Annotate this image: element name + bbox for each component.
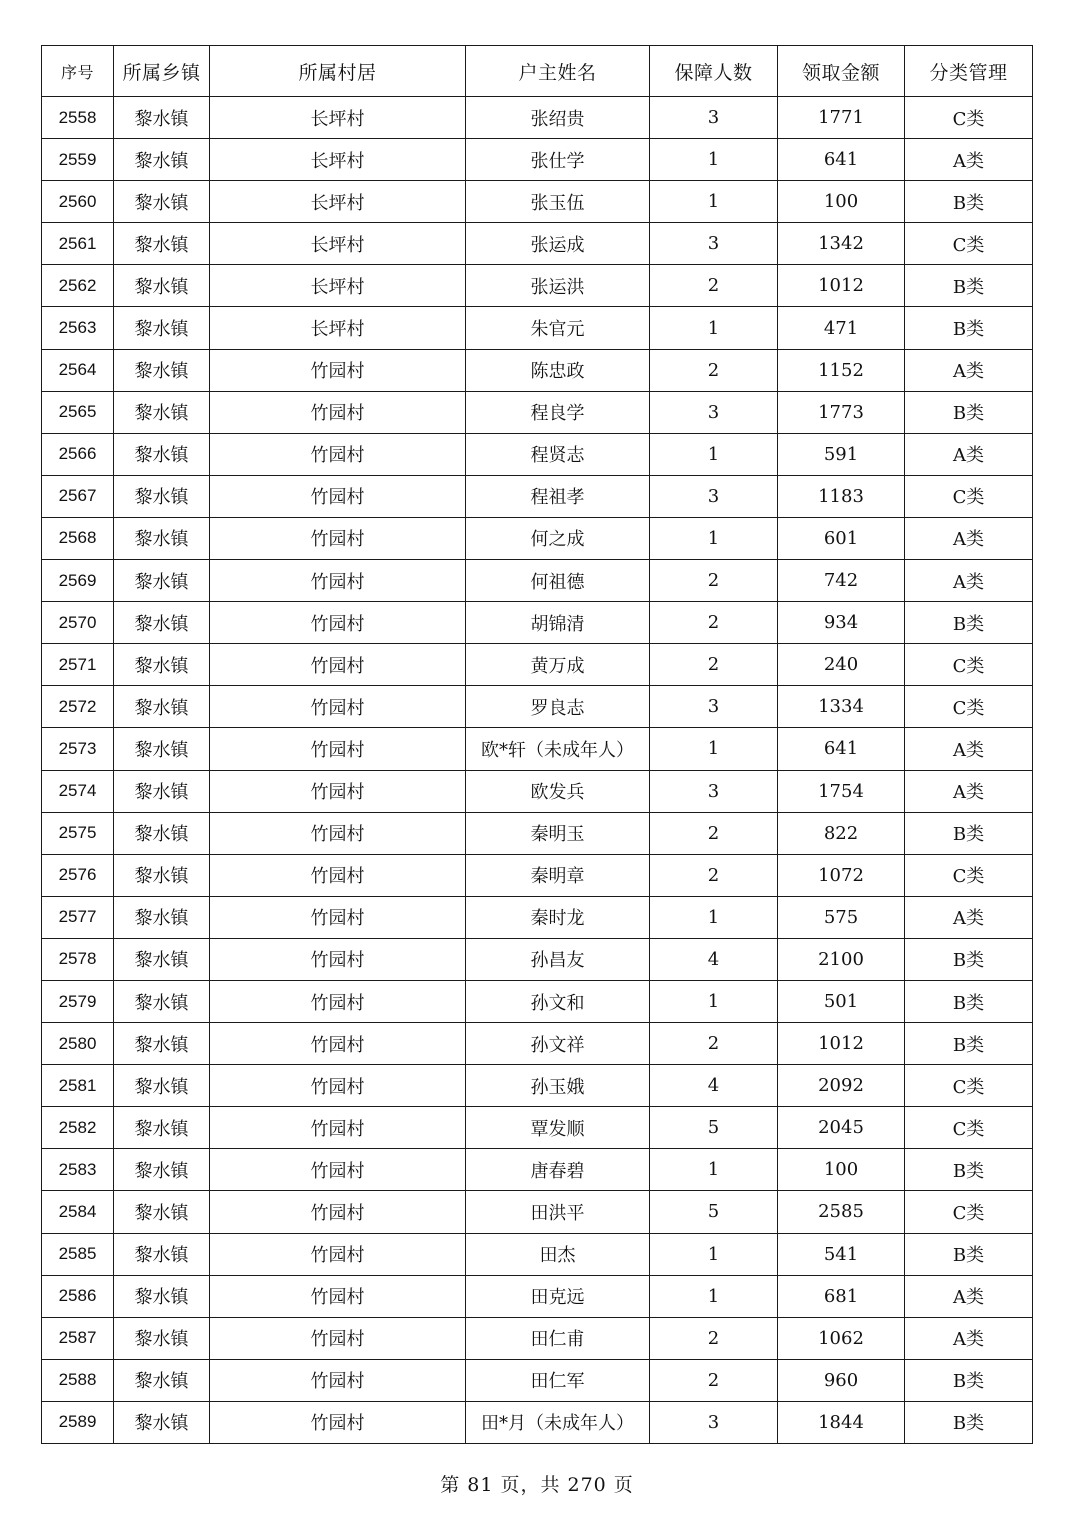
covered-count-cell: 2 <box>650 854 778 896</box>
table-row <box>42 391 1033 433</box>
amount-cell: 2092 <box>778 1065 905 1107</box>
town-cell: 黎水镇 <box>114 1401 210 1443</box>
seq-cell: 2570 <box>42 602 114 644</box>
town-cell: 黎水镇 <box>114 560 210 602</box>
householder-cell: 何之成 <box>466 517 650 559</box>
category-cell: B类 <box>905 938 1033 980</box>
householder-cell: 程贤志 <box>466 433 650 475</box>
seq-cell: 2577 <box>42 896 114 938</box>
seq-cell: 2558 <box>42 97 114 139</box>
householder-cell: 孙文和 <box>466 980 650 1022</box>
table-row <box>42 938 1033 980</box>
village-cell: 竹园村 <box>210 1275 466 1317</box>
town-cell: 黎水镇 <box>114 97 210 139</box>
covered-count-cell: 3 <box>650 223 778 265</box>
householder-cell: 欧*轩（未成年人） <box>466 728 650 770</box>
covered-count-cell: 2 <box>650 265 778 307</box>
table-row <box>42 307 1033 349</box>
town-cell: 黎水镇 <box>114 139 210 181</box>
category-cell: C类 <box>905 686 1033 728</box>
seq-cell: 2573 <box>42 728 114 770</box>
category-cell: C类 <box>905 223 1033 265</box>
table-row <box>42 1191 1033 1233</box>
village-cell: 竹园村 <box>210 1191 466 1233</box>
seq-cell: 2576 <box>42 854 114 896</box>
town-cell: 黎水镇 <box>114 938 210 980</box>
town-cell: 黎水镇 <box>114 980 210 1022</box>
seq-cell: 2583 <box>42 1149 114 1191</box>
householder-cell: 程祖孝 <box>466 475 650 517</box>
category-cell: A类 <box>905 433 1033 475</box>
town-cell: 黎水镇 <box>114 1275 210 1317</box>
householder-cell: 程良学 <box>466 391 650 433</box>
householder-cell: 张绍贵 <box>466 97 650 139</box>
householder-cell: 秦明章 <box>466 854 650 896</box>
town-cell: 黎水镇 <box>114 307 210 349</box>
seq-cell: 2589 <box>42 1401 114 1443</box>
seq-cell: 2580 <box>42 1023 114 1065</box>
village-cell: 竹园村 <box>210 349 466 391</box>
householder-cell: 胡锦清 <box>466 602 650 644</box>
category-cell: C类 <box>905 1191 1033 1233</box>
header-covered-count: 保障人数 <box>650 46 778 97</box>
covered-count-cell: 3 <box>650 1401 778 1443</box>
category-cell: C类 <box>905 854 1033 896</box>
table-row <box>42 644 1033 686</box>
seq-cell: 2571 <box>42 644 114 686</box>
town-cell: 黎水镇 <box>114 812 210 854</box>
amount-cell: 100 <box>778 181 905 223</box>
category-cell: A类 <box>905 139 1033 181</box>
category-cell: A类 <box>905 560 1033 602</box>
covered-count-cell: 4 <box>650 938 778 980</box>
village-cell: 竹园村 <box>210 602 466 644</box>
covered-count-cell: 1 <box>650 980 778 1022</box>
seq-cell: 2565 <box>42 391 114 433</box>
seq-cell: 2563 <box>42 307 114 349</box>
village-cell: 长坪村 <box>210 139 466 181</box>
seq-cell: 2579 <box>42 980 114 1022</box>
table-row <box>42 1107 1033 1149</box>
village-cell: 长坪村 <box>210 181 466 223</box>
table-row <box>42 139 1033 181</box>
category-cell: C类 <box>905 1107 1033 1149</box>
seq-cell: 2586 <box>42 1275 114 1317</box>
town-cell: 黎水镇 <box>114 896 210 938</box>
village-cell: 竹园村 <box>210 938 466 980</box>
householder-cell: 张仕学 <box>466 139 650 181</box>
category-cell: B类 <box>905 181 1033 223</box>
covered-count-cell: 1 <box>650 896 778 938</box>
seq-cell: 2564 <box>42 349 114 391</box>
category-cell: B类 <box>905 1149 1033 1191</box>
householder-cell: 田克远 <box>466 1275 650 1317</box>
householder-cell: 张玉伍 <box>466 181 650 223</box>
covered-count-cell: 2 <box>650 349 778 391</box>
householder-cell: 陈忠政 <box>466 349 650 391</box>
amount-cell: 1773 <box>778 391 905 433</box>
category-cell: C类 <box>905 644 1033 686</box>
covered-count-cell: 3 <box>650 391 778 433</box>
category-cell: B类 <box>905 1359 1033 1401</box>
table-row <box>42 517 1033 559</box>
category-cell: B类 <box>905 980 1033 1022</box>
covered-count-cell: 2 <box>650 560 778 602</box>
table-row <box>42 1275 1033 1317</box>
table-row <box>42 1317 1033 1359</box>
town-cell: 黎水镇 <box>114 391 210 433</box>
amount-cell: 1342 <box>778 223 905 265</box>
village-cell: 长坪村 <box>210 97 466 139</box>
covered-count-cell: 5 <box>650 1191 778 1233</box>
seq-cell: 2559 <box>42 139 114 181</box>
amount-cell: 2045 <box>778 1107 905 1149</box>
householder-cell: 张运洪 <box>466 265 650 307</box>
seq-cell: 2588 <box>42 1359 114 1401</box>
amount-cell: 742 <box>778 560 905 602</box>
town-cell: 黎水镇 <box>114 602 210 644</box>
amount-cell: 2585 <box>778 1191 905 1233</box>
covered-count-cell: 3 <box>650 97 778 139</box>
seq-cell: 2568 <box>42 517 114 559</box>
amount-cell: 641 <box>778 139 905 181</box>
village-cell: 竹园村 <box>210 812 466 854</box>
covered-count-cell: 3 <box>650 686 778 728</box>
amount-cell: 822 <box>778 812 905 854</box>
category-cell: B类 <box>905 265 1033 307</box>
seq-cell: 2562 <box>42 265 114 307</box>
town-cell: 黎水镇 <box>114 433 210 475</box>
table-row <box>42 602 1033 644</box>
covered-count-cell: 5 <box>650 1107 778 1149</box>
amount-cell: 1012 <box>778 265 905 307</box>
town-cell: 黎水镇 <box>114 686 210 728</box>
householder-cell: 秦时龙 <box>466 896 650 938</box>
amount-cell: 591 <box>778 433 905 475</box>
covered-count-cell: 2 <box>650 1317 778 1359</box>
seq-cell: 2560 <box>42 181 114 223</box>
covered-count-cell: 2 <box>650 1359 778 1401</box>
town-cell: 黎水镇 <box>114 475 210 517</box>
table-row <box>42 728 1033 770</box>
category-cell: B类 <box>905 602 1033 644</box>
town-cell: 黎水镇 <box>114 1107 210 1149</box>
village-cell: 长坪村 <box>210 307 466 349</box>
village-cell: 竹园村 <box>210 980 466 1022</box>
covered-count-cell: 1 <box>650 517 778 559</box>
covered-count-cell: 4 <box>650 1065 778 1107</box>
covered-count-cell: 2 <box>650 644 778 686</box>
amount-cell: 1844 <box>778 1401 905 1443</box>
householder-cell: 田*月（未成年人） <box>466 1401 650 1443</box>
householder-cell: 唐春碧 <box>466 1149 650 1191</box>
amount-cell: 240 <box>778 644 905 686</box>
covered-count-cell: 1 <box>650 181 778 223</box>
seq-cell: 2566 <box>42 433 114 475</box>
covered-count-cell: 3 <box>650 770 778 812</box>
householder-cell: 田杰 <box>466 1233 650 1275</box>
village-cell: 竹园村 <box>210 1107 466 1149</box>
category-cell: B类 <box>905 812 1033 854</box>
amount-cell: 2100 <box>778 938 905 980</box>
amount-cell: 1152 <box>778 349 905 391</box>
amount-cell: 541 <box>778 1233 905 1275</box>
seq-cell: 2567 <box>42 475 114 517</box>
town-cell: 黎水镇 <box>114 181 210 223</box>
town-cell: 黎水镇 <box>114 1359 210 1401</box>
householder-cell: 欧发兵 <box>466 770 650 812</box>
covered-count-cell: 1 <box>650 728 778 770</box>
category-cell: A类 <box>905 1275 1033 1317</box>
category-cell: B类 <box>905 1023 1033 1065</box>
table-body <box>42 97 1033 1444</box>
village-cell: 竹园村 <box>210 686 466 728</box>
householder-cell: 孙文祥 <box>466 1023 650 1065</box>
village-cell: 竹园村 <box>210 1149 466 1191</box>
table-header-row <box>42 46 1033 97</box>
amount-cell: 1012 <box>778 1023 905 1065</box>
covered-count-cell: 3 <box>650 475 778 517</box>
town-cell: 黎水镇 <box>114 770 210 812</box>
table-row <box>42 433 1033 475</box>
householder-cell: 秦明玉 <box>466 812 650 854</box>
amount-cell: 1062 <box>778 1317 905 1359</box>
village-cell: 竹园村 <box>210 560 466 602</box>
category-cell: B类 <box>905 307 1033 349</box>
table-row <box>42 1023 1033 1065</box>
table-row <box>42 812 1033 854</box>
header-amount: 领取金额 <box>778 46 905 97</box>
village-cell: 竹园村 <box>210 854 466 896</box>
seq-cell: 2575 <box>42 812 114 854</box>
table-row <box>42 854 1033 896</box>
category-cell: B类 <box>905 1233 1033 1275</box>
householder-cell: 张运成 <box>466 223 650 265</box>
householder-cell: 何祖德 <box>466 560 650 602</box>
covered-count-cell: 1 <box>650 1275 778 1317</box>
householder-cell: 朱官元 <box>466 307 650 349</box>
document-sheet <box>41 45 1032 1444</box>
beneficiary-table <box>41 45 1033 1444</box>
householder-cell: 黄万成 <box>466 644 650 686</box>
town-cell: 黎水镇 <box>114 1023 210 1065</box>
category-cell: B类 <box>905 391 1033 433</box>
town-cell: 黎水镇 <box>114 854 210 896</box>
seq-cell: 2584 <box>42 1191 114 1233</box>
amount-cell: 100 <box>778 1149 905 1191</box>
table-row <box>42 686 1033 728</box>
village-cell: 竹园村 <box>210 1065 466 1107</box>
village-cell: 竹园村 <box>210 517 466 559</box>
amount-cell: 575 <box>778 896 905 938</box>
village-cell: 竹园村 <box>210 1317 466 1359</box>
householder-cell: 孙昌友 <box>466 938 650 980</box>
amount-cell: 1183 <box>778 475 905 517</box>
table-row <box>42 1149 1033 1191</box>
seq-cell: 2587 <box>42 1317 114 1359</box>
seq-cell: 2581 <box>42 1065 114 1107</box>
householder-cell: 田仁军 <box>466 1359 650 1401</box>
covered-count-cell: 1 <box>650 139 778 181</box>
table-row <box>42 1233 1033 1275</box>
village-cell: 长坪村 <box>210 265 466 307</box>
town-cell: 黎水镇 <box>114 728 210 770</box>
town-cell: 黎水镇 <box>114 644 210 686</box>
village-cell: 竹园村 <box>210 1359 466 1401</box>
header-category: 分类管理 <box>905 46 1033 97</box>
covered-count-cell: 1 <box>650 433 778 475</box>
amount-cell: 601 <box>778 517 905 559</box>
village-cell: 竹园村 <box>210 475 466 517</box>
village-cell: 竹园村 <box>210 896 466 938</box>
householder-cell: 覃发顺 <box>466 1107 650 1149</box>
category-cell: A类 <box>905 728 1033 770</box>
header-seq: 序号 <box>42 46 114 97</box>
category-cell: C类 <box>905 475 1033 517</box>
table-row <box>42 475 1033 517</box>
category-cell: A类 <box>905 896 1033 938</box>
seq-cell: 2569 <box>42 560 114 602</box>
amount-cell: 934 <box>778 602 905 644</box>
table-row <box>42 560 1033 602</box>
category-cell: A类 <box>905 517 1033 559</box>
amount-cell: 1771 <box>778 97 905 139</box>
village-cell: 竹园村 <box>210 1023 466 1065</box>
table-row <box>42 223 1033 265</box>
village-cell: 竹园村 <box>210 728 466 770</box>
amount-cell: 471 <box>778 307 905 349</box>
town-cell: 黎水镇 <box>114 1065 210 1107</box>
seq-cell: 2572 <box>42 686 114 728</box>
category-cell: A类 <box>905 349 1033 391</box>
seq-cell: 2574 <box>42 770 114 812</box>
table-row <box>42 980 1033 1022</box>
town-cell: 黎水镇 <box>114 1317 210 1359</box>
amount-cell: 501 <box>778 980 905 1022</box>
householder-cell: 孙玉娥 <box>466 1065 650 1107</box>
seq-cell: 2585 <box>42 1233 114 1275</box>
householder-cell: 田仁甫 <box>466 1317 650 1359</box>
category-cell: A类 <box>905 770 1033 812</box>
table-row <box>42 1065 1033 1107</box>
town-cell: 黎水镇 <box>114 1149 210 1191</box>
covered-count-cell: 1 <box>650 1149 778 1191</box>
table-row <box>42 1359 1033 1401</box>
table-row <box>42 181 1033 223</box>
amount-cell: 1334 <box>778 686 905 728</box>
village-cell: 竹园村 <box>210 644 466 686</box>
village-cell: 竹园村 <box>210 391 466 433</box>
village-cell: 长坪村 <box>210 223 466 265</box>
covered-count-cell: 1 <box>650 1233 778 1275</box>
village-cell: 竹园村 <box>210 770 466 812</box>
town-cell: 黎水镇 <box>114 1191 210 1233</box>
amount-cell: 681 <box>778 1275 905 1317</box>
category-cell: B类 <box>905 1401 1033 1443</box>
covered-count-cell: 2 <box>650 602 778 644</box>
seq-cell: 2561 <box>42 223 114 265</box>
village-cell: 竹园村 <box>210 433 466 475</box>
town-cell: 黎水镇 <box>114 265 210 307</box>
table-row <box>42 265 1033 307</box>
category-cell: C类 <box>905 1065 1033 1107</box>
header-town: 所属乡镇 <box>114 46 210 97</box>
table-row <box>42 770 1033 812</box>
category-cell: C类 <box>905 97 1033 139</box>
table-row <box>42 896 1033 938</box>
town-cell: 黎水镇 <box>114 349 210 391</box>
amount-cell: 1754 <box>778 770 905 812</box>
header-village: 所属村居 <box>210 46 466 97</box>
village-cell: 竹园村 <box>210 1233 466 1275</box>
covered-count-cell: 2 <box>650 1023 778 1065</box>
amount-cell: 641 <box>778 728 905 770</box>
householder-cell: 田洪平 <box>466 1191 650 1233</box>
category-cell: A类 <box>905 1317 1033 1359</box>
seq-cell: 2582 <box>42 1107 114 1149</box>
householder-cell: 罗良志 <box>466 686 650 728</box>
amount-cell: 960 <box>778 1359 905 1401</box>
header-householder: 户主姓名 <box>466 46 650 97</box>
town-cell: 黎水镇 <box>114 223 210 265</box>
town-cell: 黎水镇 <box>114 517 210 559</box>
town-cell: 黎水镇 <box>114 1233 210 1275</box>
table-row <box>42 349 1033 391</box>
covered-count-cell: 1 <box>650 307 778 349</box>
amount-cell: 1072 <box>778 854 905 896</box>
page-footer: 第 81 页，共 270 页 <box>440 1474 634 1496</box>
table-row <box>42 97 1033 139</box>
seq-cell: 2578 <box>42 938 114 980</box>
village-cell: 竹园村 <box>210 1401 466 1443</box>
table-row <box>42 1401 1033 1443</box>
covered-count-cell: 2 <box>650 812 778 854</box>
